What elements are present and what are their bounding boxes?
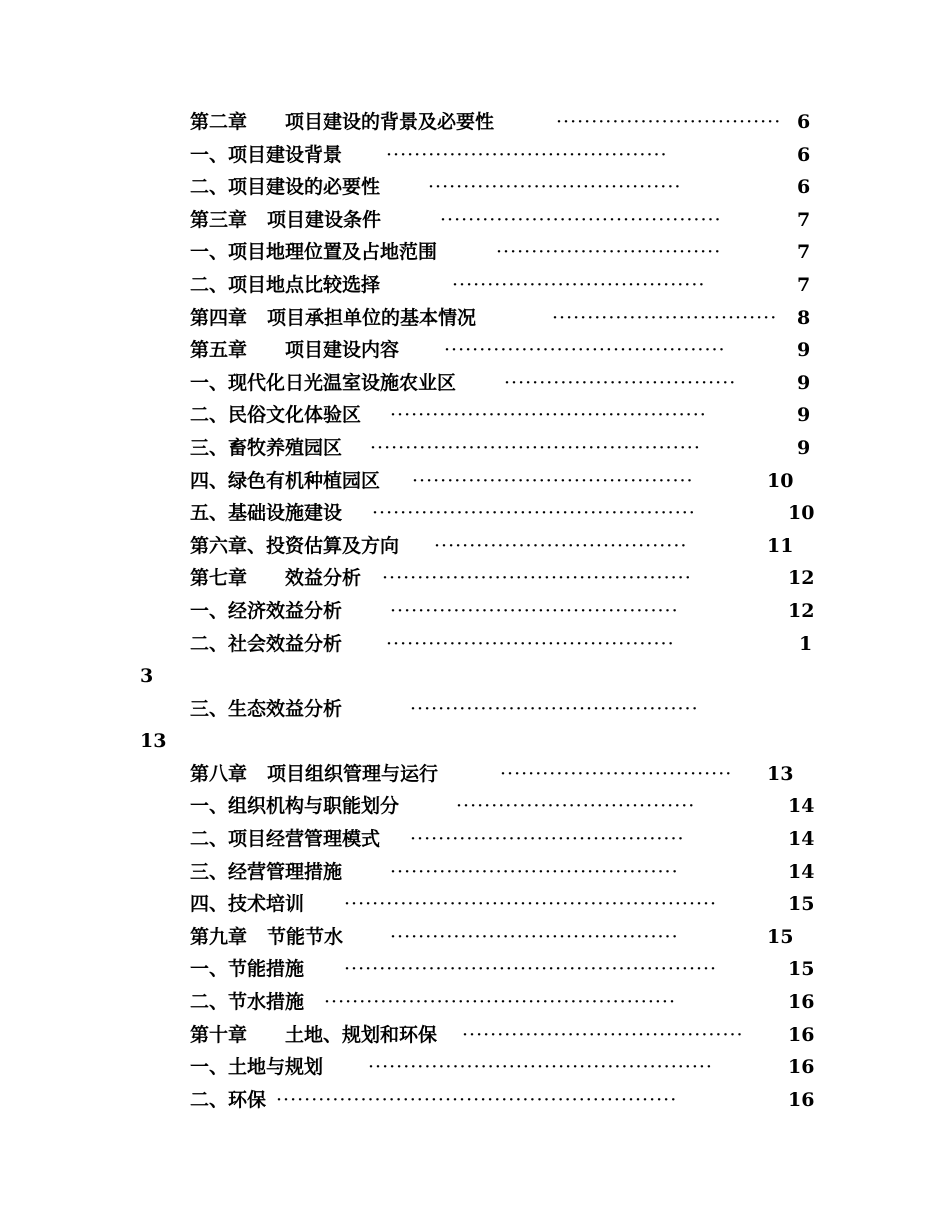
- toc-leader-dots: ·········································: [390, 599, 679, 622]
- toc-entry: [0, 236, 950, 269]
- toc-page-number: 14: [788, 828, 815, 851]
- toc-page-number: 11: [767, 534, 794, 557]
- toc-page-number-wrapped: 13: [140, 730, 167, 753]
- toc-entry: [0, 628, 950, 661]
- toc-entry-title: 二、环保: [190, 1088, 267, 1111]
- toc-leader-dots: ············································: [382, 567, 692, 590]
- toc-leader-dots: ··································: [456, 795, 696, 818]
- toc-page-number: 6: [797, 111, 811, 133]
- toc-leader-dots: ································: [552, 306, 778, 329]
- toc-leader-dots: ····································: [434, 534, 688, 557]
- toc-leader-dots: ····································: [452, 273, 706, 296]
- toc-entry: [0, 986, 950, 1019]
- toc-leader-dots: ·····················································: [344, 958, 718, 981]
- toc-entry: [0, 790, 950, 823]
- toc-page-number: 13: [767, 762, 794, 785]
- toc-leader-dots: ································: [496, 241, 722, 264]
- toc-entry: [0, 758, 950, 791]
- toc-entry: [0, 856, 950, 889]
- toc-entry-title: 第五章 项目建设内容: [190, 339, 400, 362]
- toc-leader-dots: ··············································: [372, 502, 696, 525]
- toc-leader-dots: ·························································: [276, 1088, 678, 1111]
- toc-page-number: 14: [788, 860, 815, 883]
- toc-entry-title: 第七章 效益分析: [190, 567, 362, 590]
- toc-entry: [0, 269, 950, 302]
- toc-leader-dots: ·······································: [410, 828, 685, 851]
- toc-entry: [0, 302, 950, 335]
- toc-leader-dots: ································: [556, 111, 782, 133]
- toc-entry: [0, 367, 950, 400]
- toc-entry-title: 第四章 项目承担单位的基本情况: [190, 306, 477, 329]
- toc-leader-dots: ·········································: [410, 697, 699, 720]
- toc-entry-title: 第二章 项目建设的背景及必要性: [190, 111, 495, 133]
- toc-entry-title: 三、经营管理措施: [190, 860, 343, 883]
- toc-page-number: 7: [797, 273, 811, 296]
- toc-entry-wrap: [0, 660, 950, 693]
- toc-entry-title: 二、民俗文化体验区: [190, 404, 362, 427]
- toc-entry-title: 一、组织机构与职能划分: [190, 795, 400, 818]
- toc-entry: [0, 432, 950, 465]
- toc-entry: [0, 693, 950, 726]
- toc-leader-dots: ········································: [462, 1023, 744, 1046]
- toc-page-number: 16: [788, 1056, 815, 1079]
- toc-entry-title: 四、技术培训: [190, 893, 305, 916]
- toc-page-number: 9: [797, 339, 811, 362]
- toc-page-number: 6: [797, 143, 811, 166]
- toc-leader-dots: ····································: [428, 176, 682, 199]
- toc-entry: [0, 595, 950, 628]
- toc-entry-title: 四、绿色有机种植园区: [190, 469, 381, 492]
- toc-leader-dots: ·····················································: [344, 893, 718, 916]
- toc-page-number: 15: [788, 958, 815, 981]
- toc-leader-dots: ·················································: [368, 1056, 713, 1079]
- toc-leader-dots: ········································: [440, 208, 722, 231]
- toc-page-number: 16: [788, 991, 815, 1014]
- toc-entry: [0, 465, 950, 498]
- toc-entry: [0, 823, 950, 856]
- toc-leader-dots: ········································: [386, 143, 668, 166]
- toc-entry-title: 第六章、投资估算及方向: [190, 534, 400, 557]
- toc-entry-title: 二、项目建设的必要性: [190, 176, 381, 199]
- toc-entry: [0, 334, 950, 367]
- toc-entry: [0, 497, 950, 530]
- toc-entry-title: 二、社会效益分析: [190, 632, 343, 655]
- toc-entry: [0, 562, 950, 595]
- table-of-contents: [0, 106, 950, 1116]
- toc-entry: [0, 1084, 950, 1117]
- toc-entry: [0, 921, 950, 954]
- toc-page-number: 15: [788, 893, 815, 916]
- toc-page-number: 12: [788, 567, 815, 590]
- toc-entry-title: 第三章 项目建设条件: [190, 208, 382, 231]
- toc-entry-title: 一、现代化日光温室设施农业区: [190, 371, 457, 394]
- toc-entry: [0, 204, 950, 237]
- toc-page-number: 15: [767, 925, 794, 948]
- toc-entry: [0, 888, 950, 921]
- toc-page-number: 16: [788, 1088, 815, 1111]
- toc-leader-dots: ·········································: [386, 632, 675, 655]
- toc-leader-dots: ·········································: [390, 860, 679, 883]
- toc-leader-dots: ········································: [444, 339, 726, 362]
- toc-entry-title: 一、经济效益分析: [190, 599, 343, 622]
- toc-entry: [0, 1019, 950, 1052]
- toc-page-number: 16: [788, 1023, 815, 1046]
- toc-entry: [0, 171, 950, 204]
- toc-page-number: 9: [797, 404, 811, 427]
- toc-leader-dots: ·············································: [390, 404, 707, 427]
- toc-page-number: 12: [788, 599, 815, 622]
- toc-entry-wrap: [0, 725, 950, 758]
- toc-entry-title: 第九章 节能节水: [190, 925, 344, 948]
- toc-entry: [0, 953, 950, 986]
- toc-entry-title: 三、畜牧养殖园区: [190, 436, 343, 459]
- toc-entry: [0, 106, 950, 139]
- toc-page-number: 14: [788, 795, 815, 818]
- toc-leader-dots: ·································: [504, 371, 737, 394]
- toc-entry-title: 第十章 土地、规划和环保: [190, 1023, 438, 1046]
- toc-page-number: 6: [797, 176, 811, 199]
- toc-page-number: 7: [797, 241, 811, 264]
- toc-leader-dots: ········································: [412, 469, 694, 492]
- toc-page-number: 7: [797, 208, 811, 231]
- toc-entry: [0, 530, 950, 563]
- toc-page-number: 9: [797, 371, 811, 394]
- toc-entry-title: 三、生态效益分析: [190, 697, 343, 720]
- toc-page-number: 1: [799, 632, 813, 655]
- toc-entry-title: 一、土地与规划: [190, 1056, 324, 1079]
- toc-leader-dots: ·································: [500, 762, 733, 785]
- toc-page-number: 8: [797, 306, 811, 329]
- toc-leader-dots: ·········································: [390, 925, 679, 948]
- toc-entry: [0, 399, 950, 432]
- toc-page-number: 9: [797, 436, 811, 459]
- toc-leader-dots: ··················································: [324, 991, 676, 1014]
- toc-entry-title: 二、节水措施: [190, 991, 305, 1014]
- toc-entry-title: 一、项目建设背景: [190, 143, 343, 166]
- toc-entry-title: 一、节能措施: [190, 958, 305, 981]
- toc-leader-dots: ···············································: [370, 436, 701, 459]
- toc-page-number: 10: [767, 469, 794, 492]
- toc-entry-title: 第八章 项目组织管理与运行: [190, 762, 439, 785]
- toc-entry: [0, 1051, 950, 1084]
- toc-entry-title: 一、项目地理位置及占地范围: [190, 241, 438, 264]
- toc-page-number-wrapped: 3: [140, 665, 154, 688]
- toc-entry-title: 五、基础设施建设: [190, 502, 343, 525]
- toc-page-number: 10: [788, 502, 815, 525]
- toc-entry: [0, 139, 950, 172]
- toc-entry-title: 二、项目地点比较选择: [190, 273, 381, 296]
- toc-entry-title: 二、项目经营管理模式: [190, 828, 381, 851]
